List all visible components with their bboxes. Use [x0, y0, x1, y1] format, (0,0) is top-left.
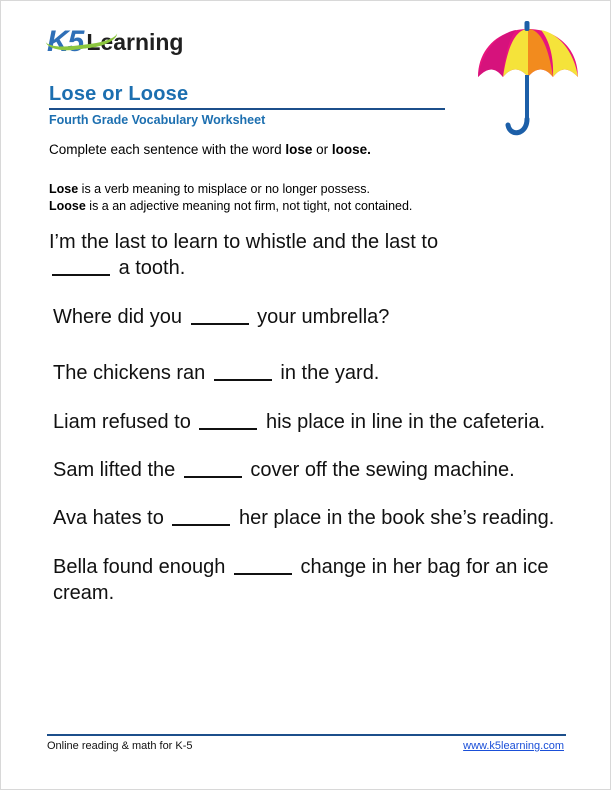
- definition-lose: [49, 181, 412, 198]
- definition-loose-term: Loose: [49, 198, 86, 213]
- definition-lose-text: is a verb meaning to misplace or no longer possess.: [78, 182, 371, 196]
- question-text-part: The chickens ran: [53, 362, 206, 385]
- question-item: [49, 229, 559, 282]
- footer-website-link[interactable]: www.k5learning.com: [463, 740, 564, 752]
- instructions-prefix: Complete each sentence with the word: [49, 142, 286, 157]
- instructions-text: [49, 142, 371, 157]
- question-text-part: in the yard.: [280, 362, 380, 385]
- logo-learning-text: Learning: [86, 28, 184, 55]
- answer-blank[interactable]: [191, 304, 249, 325]
- worksheet-title: Lose or Loose: [49, 83, 189, 105]
- question-item: [49, 360, 559, 386]
- question-text-part: your umbrella?: [257, 305, 390, 328]
- question-item: [49, 457, 559, 483]
- definition-lose-term: Lose: [49, 182, 79, 196]
- question-text-part: Bella found enough: [53, 555, 226, 578]
- question-text-part: change in her bag for an ice cream.: [53, 555, 549, 605]
- logo-k5-text: K5: [47, 25, 84, 58]
- instructions-word-lose: lose: [285, 142, 313, 157]
- question-text-part: Where did you: [53, 305, 182, 328]
- answer-blank[interactable]: [184, 457, 242, 478]
- question-text-part: cover off the sewing machine.: [250, 458, 515, 481]
- footer-tagline: Online reading & math for K-5: [47, 740, 193, 752]
- definitions-block: [49, 181, 412, 215]
- question-text-part: Liam refused to: [53, 410, 191, 433]
- answer-blank[interactable]: [234, 554, 292, 575]
- worksheet-subtitle: Fourth Grade Vocabulary Worksheet: [49, 113, 266, 127]
- question-item: [49, 304, 559, 330]
- definition-loose-text: is a an adjective meaning not firm, not tight, not contained.: [85, 198, 413, 213]
- question-text-part: Sam lifted the: [53, 458, 176, 481]
- question-text-part: her place in the book she’s reading.: [238, 507, 555, 530]
- k5-learning-logo: [47, 25, 183, 59]
- definition-loose: [49, 198, 412, 215]
- answer-blank[interactable]: [172, 505, 230, 526]
- question-text-part: Ava hates to: [53, 507, 164, 530]
- question-item: [49, 554, 559, 607]
- question-item: [49, 505, 559, 531]
- question-text-part: a tooth.: [118, 257, 186, 280]
- answer-blank[interactable]: [214, 360, 272, 381]
- questions-list: [49, 229, 559, 629]
- instructions-word-loose: loose.: [331, 142, 371, 157]
- answer-blank[interactable]: [52, 255, 110, 276]
- instructions-middle: or: [312, 142, 332, 157]
- question-text-part: I’m the last to learn to whistle and the last to: [49, 231, 439, 253]
- umbrella-icon: [468, 19, 588, 149]
- title-divider: [49, 108, 445, 110]
- answer-blank[interactable]: [199, 409, 257, 430]
- question-item: [49, 409, 559, 435]
- question-text-part: his place in line in the cafeteria.: [265, 410, 546, 433]
- footer-divider: [47, 734, 566, 736]
